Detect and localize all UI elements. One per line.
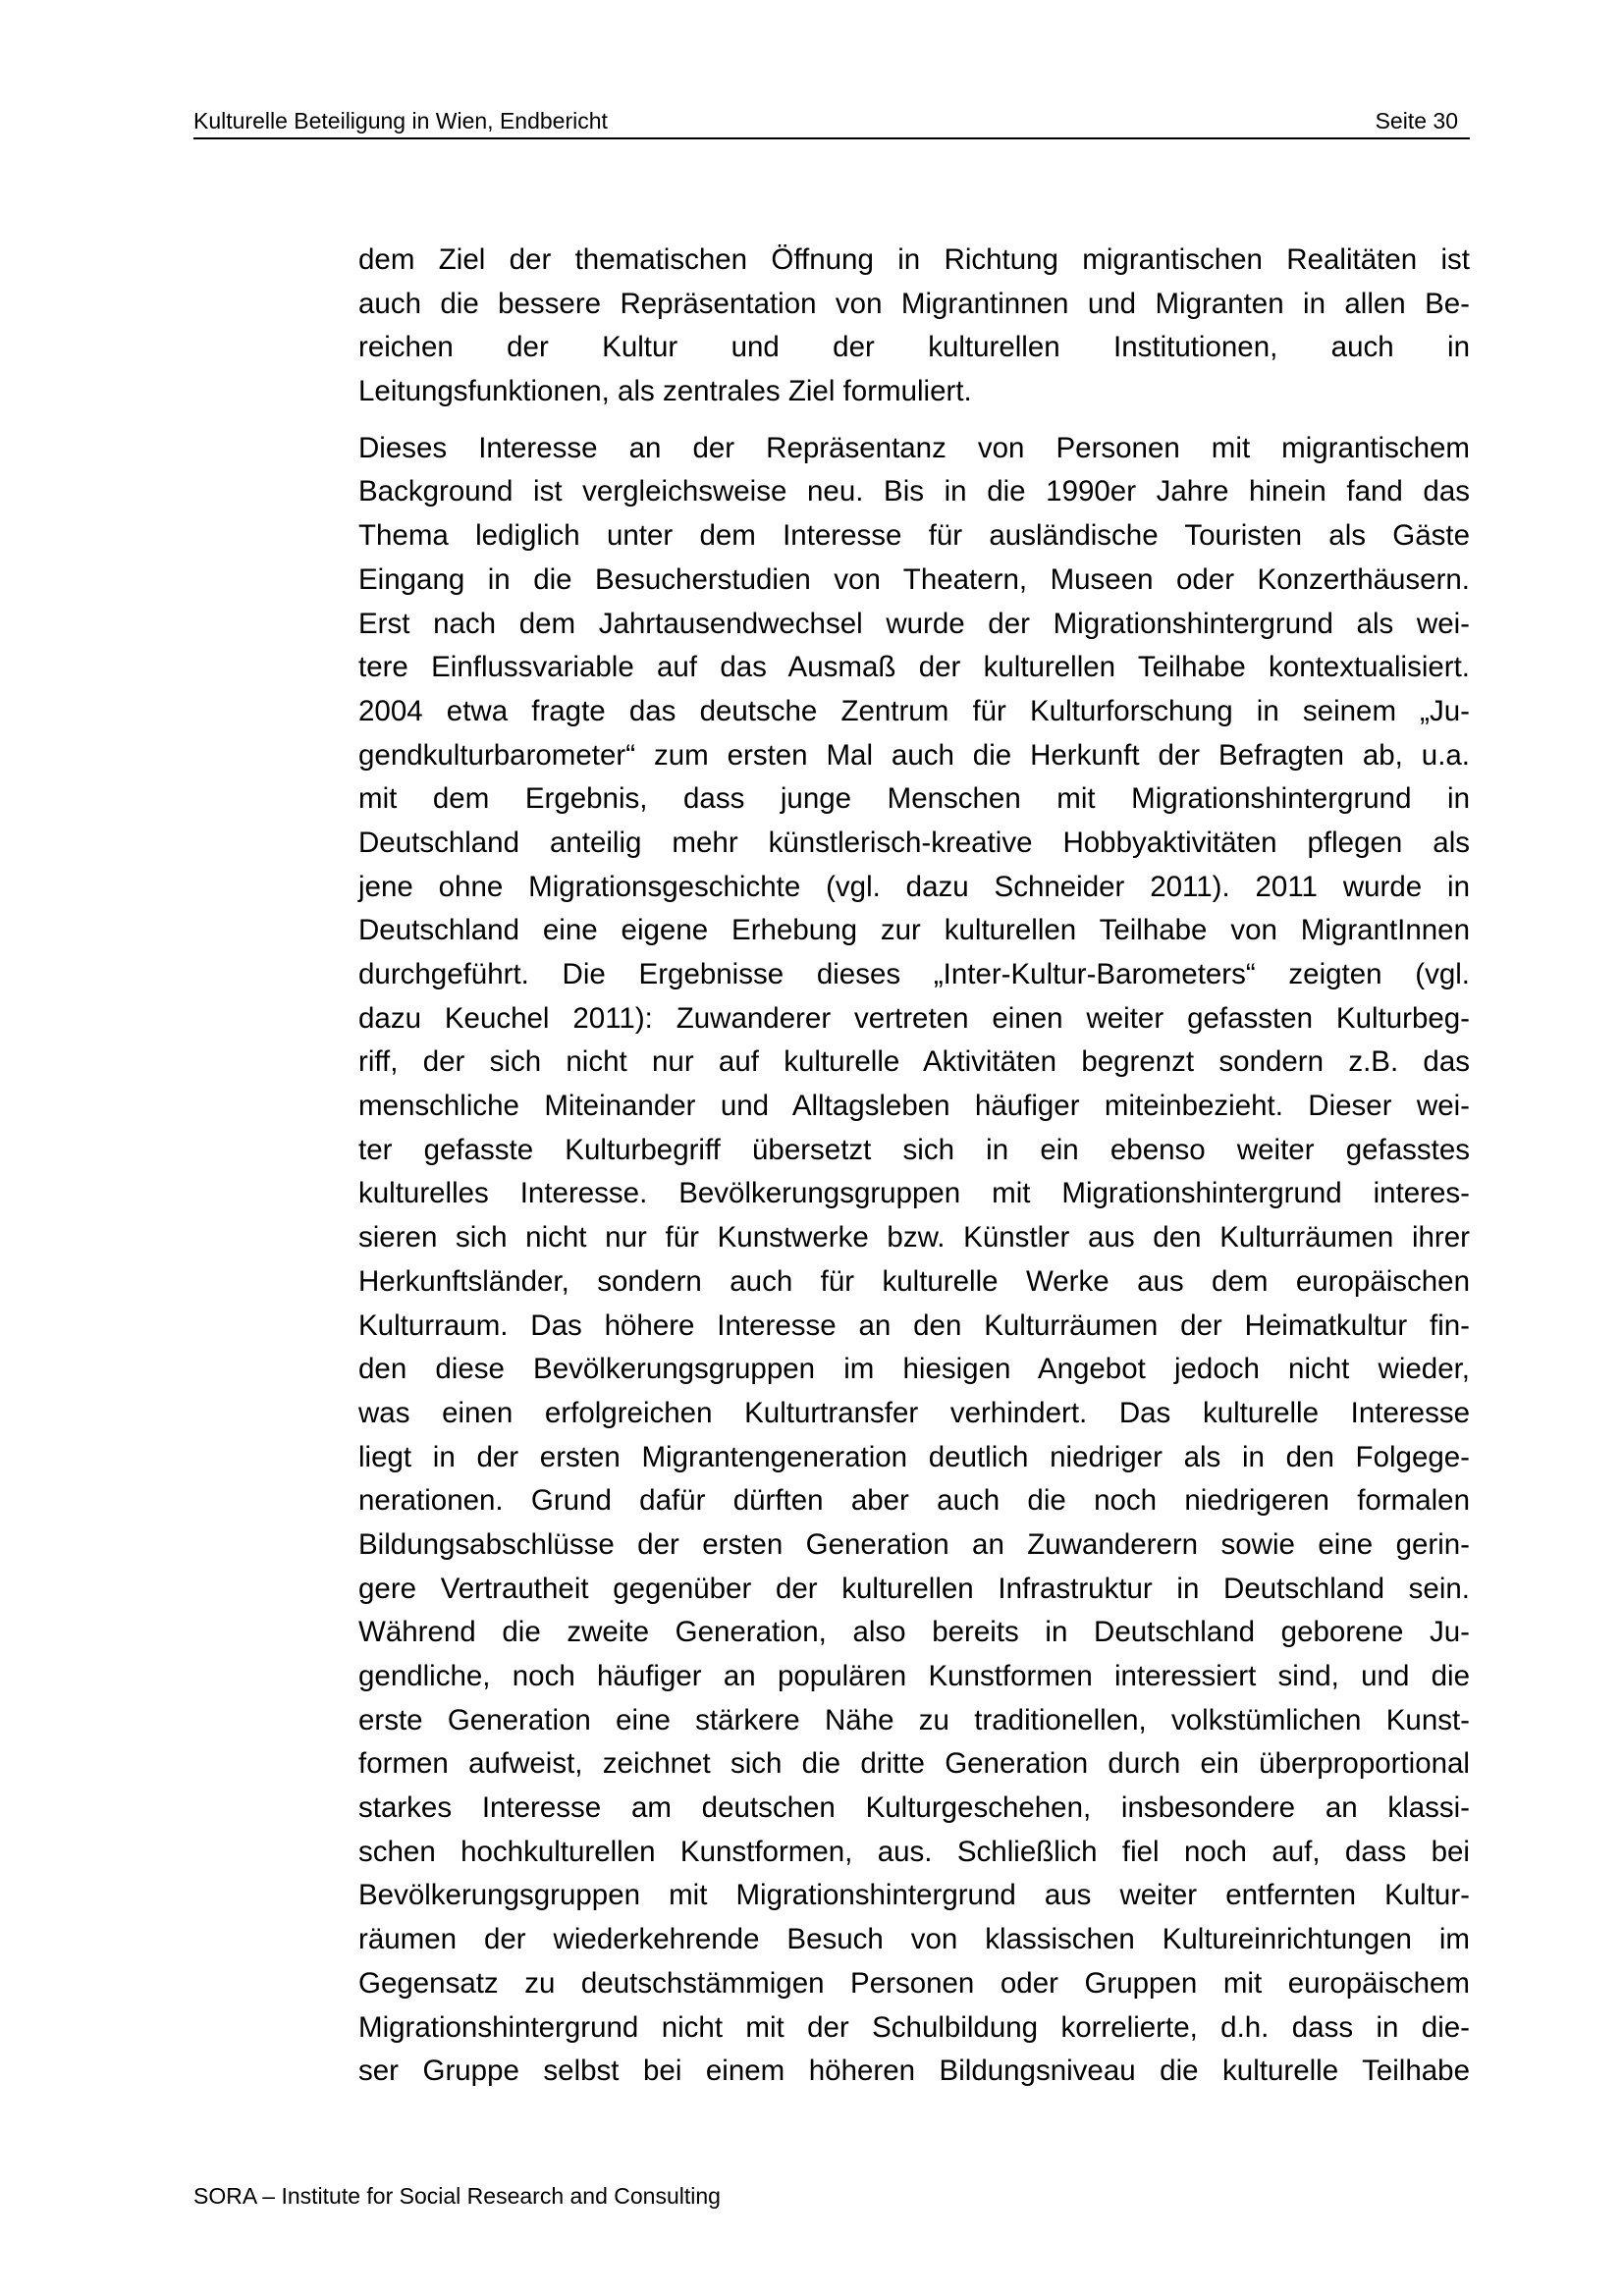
text-line: ter gefasste Kulturbegriff übersetzt sich in ein ebenso weiter gefasstes (358, 1133, 1470, 1166)
text-line: Erst nach dem Jahrtausendwechsel wurde der Migrationshintergrund als wei- (358, 607, 1470, 640)
text-line: gere Vertrautheit gegenüber der kulturellen Infrastruktur in Deutschland sein. (358, 1572, 1470, 1605)
page-footer: SORA – Institute for Social Research and Consulting (193, 2183, 721, 2209)
text-line: mit dem Ergebnis, dass junge Menschen mit Migrationshintergrund in (358, 782, 1470, 816)
text-line: erste Generation eine stärkere Nähe zu traditionellen, volkstümlichen Kunst- (358, 1703, 1470, 1736)
text-line: kulturelles Interesse. Bevölkerungsgruppen mit Migrationshintergrund interes- (358, 1177, 1470, 1210)
text-line: Thema lediglich unter dem Interesse für ausländische Touristen als Gäste (358, 519, 1470, 553)
text-line: Herkunftsländer, sondern auch für kulturelle Werke aus dem europäischen (358, 1264, 1470, 1298)
text-line: den diese Bevölkerungsgruppen im hiesigen Angebot jedoch nicht wieder, (358, 1353, 1470, 1386)
text-line: Bevölkerungsgruppen mit Migrationshintergrund aus weiter entfernten Kultur- (358, 1879, 1470, 1912)
text-line: Deutschland eine eigene Erhebung zur kulturellen Teilhabe von MigrantInnen (358, 914, 1470, 947)
text-line: räumen der wiederkehrende Besuch von klassischen Kultureinrichtungen im (358, 1923, 1470, 1956)
text-line: starkes Interesse am deutschen Kulturgeschehen, insbesondere an klassi- (358, 1791, 1470, 1825)
page-header (193, 104, 1470, 139)
text-line: auch die bessere Repräsentation von Migrantinnen und Migranten in allen Be- (358, 287, 1470, 320)
text-line: ser Gruppe selbst bei einem höheren Bildungsniveau die kulturelle Teilhabe (358, 2055, 1470, 2088)
text-line: menschliche Miteinander und Alltagsleben häufiger miteinbezieht. Dieser wei- (358, 1090, 1470, 1123)
body-text (358, 239, 1470, 2094)
text-line: nerationen. Grund dafür dürften aber auch die noch niedrigeren formalen (358, 1484, 1470, 1518)
text-line: Leitungsfunktionen, als zentrales Ziel formuliert. (358, 375, 972, 408)
page-number: Seite 30 (1375, 108, 1458, 133)
paragraph-2 (358, 427, 1470, 2094)
text-line: sieren sich nicht nur für Kunstwerke bzw. Künstler aus den Kulturräumen ihrer (358, 1221, 1470, 1255)
text-line: riff, der sich nicht nur auf kulturelle Aktivitäten begrenzt sondern z.B. das (358, 1045, 1470, 1079)
text-line: Migrationshintergrund nicht mit der Schulbildung korrelierte, d.h. dass in die- (358, 2010, 1470, 2044)
text-line: jene ohne Migrationsgeschichte (vgl. dazu Schneider 2011). 2011 wurde in (358, 870, 1470, 903)
text-line: dem Ziel der thematischen Öffnung in Richtung migrantischen Realitäten ist (358, 243, 1470, 276)
text-line: Deutschland anteilig mehr künstlerisch-kreative Hobbyaktivitäten pflegen als (358, 826, 1470, 859)
text-line: reichen der Kultur und der kulturellen Institutionen, auch in (358, 331, 1470, 364)
text-line: Background ist vergleichsweise neu. Bis in die 1990er Jahre hinein fand das (358, 475, 1470, 508)
text-line: Gegensatz zu deutschstämmigen Personen oder Gruppen mit europäischem (358, 1966, 1470, 2000)
text-line: schen hochkulturellen Kunstformen, aus. Schließlich fiel noch auf, dass bei (358, 1835, 1470, 1868)
text-line: gendliche, noch häufiger an populären Kunstformen interessiert sind, und die (358, 1660, 1470, 1692)
text-line: Während die zweite Generation, also bereits in Deutschland geborene Ju- (358, 1616, 1470, 1649)
text-line: liegt in der ersten Migrantengeneration deutlich niedriger als in den Folgege- (358, 1440, 1470, 1473)
text-line: Eingang in die Besucherstudien von Theatern, Museen oder Konzerthäusern. (358, 562, 1470, 596)
text-line: formen aufweist, zeichnet sich die dritte Generation durch ein überproportional (358, 1747, 1470, 1781)
text-line: durchgeführt. Die Ergebnisse dieses „Inter-Kultur-Barometers“ zeigten (vgl. (358, 958, 1470, 990)
text-line: dazu Keuchel 2011): Zuwanderer vertreten einen weiter gefassten Kulturbeg- (358, 1001, 1470, 1035)
text-line: 2004 etwa fragte das deutsche Zentrum für Kulturforschung in seinem „Ju- (358, 694, 1470, 727)
document-title: Kulturelle Beteiligung in Wien, Endbericht (193, 108, 608, 133)
text-line: Kulturraum. Das höhere Interesse an den Kulturräumen der Heimatkultur fin- (358, 1308, 1470, 1342)
text-line: Bildungsabschlüsse der ersten Generation an Zuwanderern sowie eine gerin- (358, 1527, 1470, 1561)
paragraph-1 (358, 239, 1470, 414)
text-line: tere Einflussvariable auf das Ausmaß der kulturellen Teilhabe kontextualisiert. (358, 651, 1470, 684)
text-line: Dieses Interesse an der Repräsentanz von Personen mit migrantischem (358, 431, 1470, 464)
text-line: was einen erfolgreichen Kulturtransfer verhindert. Das kulturelle Interesse (358, 1396, 1470, 1429)
text-line: gendkulturbarometer“ zum ersten Mal auch die Herkunft der Befragten ab, u.a. (358, 738, 1470, 772)
